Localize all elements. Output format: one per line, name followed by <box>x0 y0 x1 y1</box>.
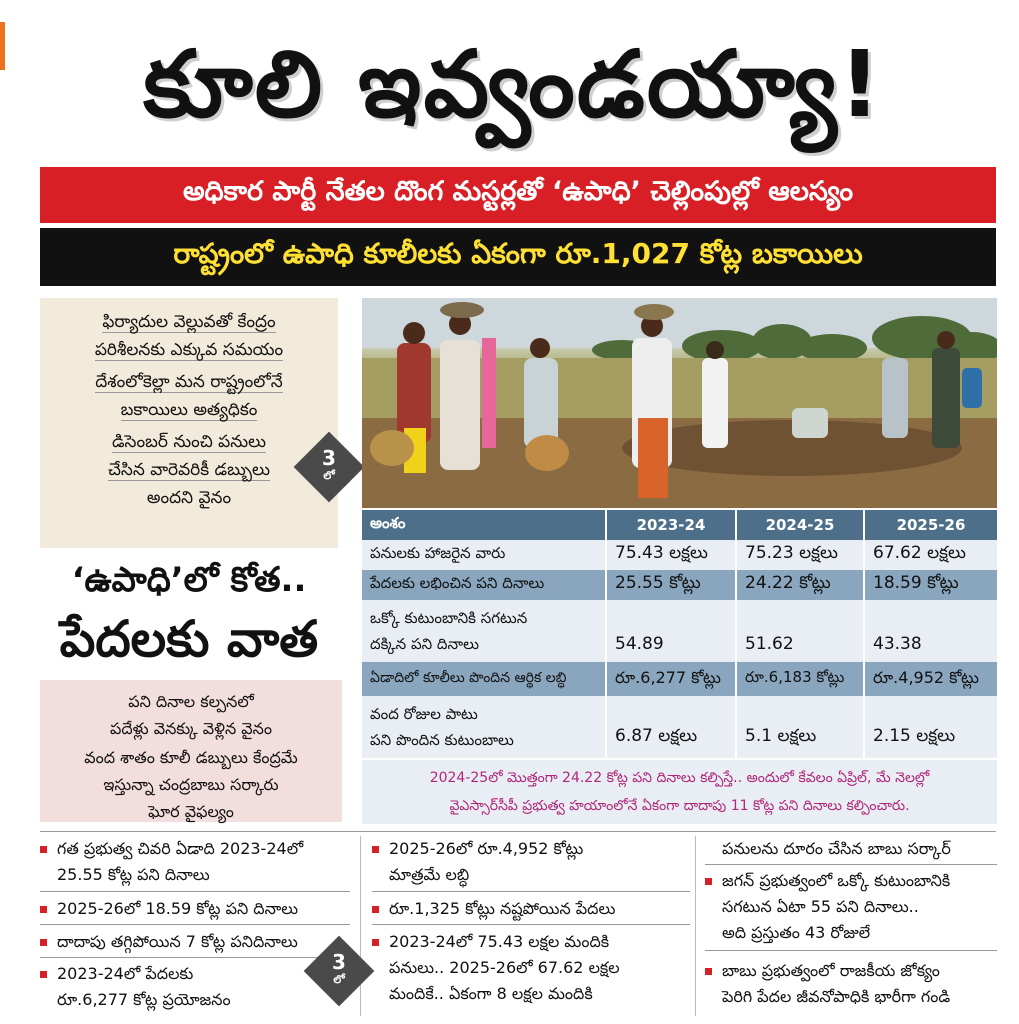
bullet-icon <box>372 939 379 946</box>
bullet-line: 2023-24లో పేదలకు <box>57 964 194 983</box>
bullet-item <box>705 958 1005 1010</box>
table-cell: 24.22 కోట్లు <box>737 570 865 600</box>
page-badge-sub: లో <box>333 973 345 986</box>
table-cell-label-line: ఒక్కో కుటుంబానికి సగటున <box>370 609 528 627</box>
bottom-divider <box>40 831 996 832</box>
table-note-line: 2024-25లో మొత్తంగా 24.22 కోట్ల పని దినాలు కల్పిస్తే.. అందులో కేవలం ఏప్రిల్, మే నెలల్లో <box>429 770 930 786</box>
page-badge-number: 3 <box>332 950 346 974</box>
bullet-item <box>40 836 350 888</box>
workers-photo-illustration <box>362 298 997 508</box>
table-cell: 2.15 లక్షలు <box>873 726 956 746</box>
highlight-2 <box>48 368 330 424</box>
pink-point-2-line3: ఘోర వైఫల్యం <box>148 802 234 821</box>
table-cell: రూ.6,277 కోట్లు <box>607 662 737 696</box>
table-cell-label-line: పని పొందిన కుటుంబాలు <box>370 731 514 749</box>
bullet-item <box>40 929 350 955</box>
bullet-icon <box>40 846 47 853</box>
table-row <box>362 696 997 758</box>
pink-highlights-box <box>40 680 342 822</box>
bullet-line: సగటున ఏటా 55 పని దినాలు.. <box>722 897 919 916</box>
bullet-item <box>40 961 320 1013</box>
bullet-item <box>372 896 692 922</box>
table-cell-label <box>362 600 607 662</box>
table-note-line: వైఎస్సార్‌సీపీ ప్రభుత్వ హయాంలోనే ఏకంగా దాదాపు 11 కోట్ల పని దినాలు కల్పించారు. <box>449 798 910 814</box>
table-cell: 75.43 లక్షలు <box>607 540 737 570</box>
bullet-divider <box>40 891 350 892</box>
pink-point-1-line2: పదేళ్లు వెనక్కు వెళ్లిన వైనం <box>110 719 272 738</box>
bullet-item <box>372 836 692 888</box>
table-header-cell: 2025-26 <box>896 516 966 534</box>
bullet-divider <box>40 957 350 958</box>
red-subheadline: అధికార పార్టీ నేతల దొంగ మస్టర్లతో ‘ఉపాధి’ చెల్లింపుల్లో ఆలస్యం <box>40 167 996 223</box>
table-cell: 67.62 లక్షలు <box>873 543 966 563</box>
bullet-line: రూ.6,277 కోట్ల ప్రయోజనం <box>57 990 231 1009</box>
bullet-text <box>389 836 583 888</box>
bullet-divider <box>372 891 690 892</box>
bullet-text <box>389 929 620 1007</box>
table-cell-label <box>362 696 607 758</box>
bullet-icon <box>40 971 47 978</box>
bullet-text <box>57 836 303 888</box>
subhead-line1: ‘ఉపాధి’లో కోత.. <box>71 560 307 600</box>
accent-bar <box>0 22 5 70</box>
bullet-line: అది ప్రస్తుతం 43 రోజులే <box>722 923 871 942</box>
bullet-line: 2025-26లో రూ.4,952 కోట్లు <box>389 839 584 858</box>
bullet-text <box>722 868 950 946</box>
highlight-1-line2: పరిశీలనకు ఎక్కువ సమయం <box>94 340 284 360</box>
column-divider <box>695 836 696 1016</box>
bullet-line: బాబు ప్రభుత్వంలో రాజకీయ జోక్యం <box>722 961 940 980</box>
bullet-text: దాదాపు తగ్గిపోయిన 7 కోట్ల పనిదినాలు <box>57 932 298 951</box>
table-cell: 5.1 లక్షలు <box>737 696 865 758</box>
bullet-line: జగన్ ప్రభుత్వంలో ఒక్కో కుటుంబానికి <box>722 871 951 890</box>
bullet-line: గత ప్రభుత్వ చివరి ఏడాది 2023-24లో <box>57 839 304 858</box>
pink-point-1 <box>48 688 334 742</box>
column-continuation: పనులను దూరం చేసిన బాబు సర్కార్ <box>722 839 951 858</box>
bullet-line: పెరిగి పేదల జీవనోపాధికి భారీగా గండి <box>722 987 951 1006</box>
bullet-icon <box>705 878 712 885</box>
table-row <box>362 600 997 662</box>
table-cell-label-line: వంద రోజుల పాటు <box>370 705 478 723</box>
table-cell-label: ఏడాదిలో కూలీలు పొందిన ఆర్థిక లబ్ధి <box>362 662 607 696</box>
bullet-divider <box>372 924 690 925</box>
table-row <box>362 540 997 570</box>
table-cell: రూ.4,952 కోట్లు <box>873 667 979 687</box>
bullet-icon <box>40 939 47 946</box>
table-cell: 54.89 <box>607 600 737 662</box>
table-note <box>362 760 997 824</box>
bullet-divider <box>705 864 997 865</box>
pink-point-2-line1: వంద శాతం కూలీ డబ్బులు కేంద్రమే <box>84 748 298 767</box>
black-subheadline: రాష్ట్రంలో ఉపాధి కూలీలకు ఏకంగా రూ.1,027 కోట్ల బకాయిలు <box>40 228 996 286</box>
highlights-box <box>40 298 338 548</box>
highlight-3 <box>48 428 330 512</box>
table-cell-label: పేదలకు లభించిన పని దినాలు <box>362 570 607 600</box>
table-cell: 51.62 <box>737 600 865 662</box>
highlight-1-line1: ఫిర్యాదుల వెల్లువతో కేంద్రం <box>102 312 276 332</box>
table-cell: 25.55 కోట్లు <box>607 570 737 600</box>
bullet-text: 2025-26లో 18.59 కోట్ల పని దినాలు <box>57 899 299 918</box>
bullet-text: రూ.1,325 కోట్లు నష్టపోయిన పేదలు <box>389 899 616 918</box>
pink-point-2 <box>48 744 334 825</box>
bullet-line: 2023-24లో 75.43 లక్షల మందికి <box>389 932 610 951</box>
page-badge-number: 3 <box>322 446 336 470</box>
table-cell: 75.23 లక్షలు <box>737 540 865 570</box>
highlight-3-line2: చేసిన వారెవరికీ డబ్బులు <box>108 460 270 480</box>
table-header-cell: అంశం <box>362 510 607 540</box>
highlight-2-line2: బకాయిలు అత్యధికం <box>120 400 258 420</box>
subhead-line2: పేదలకు వాత <box>59 610 319 668</box>
highlight-1 <box>48 308 330 364</box>
page-badge <box>304 442 354 492</box>
table-cell: 6.87 లక్షలు <box>607 696 737 758</box>
bullet-item <box>372 929 692 1007</box>
bullet-line: 25.55 కోట్ల పని దినాలు <box>57 865 210 884</box>
table-header-cell: 2024-25 <box>737 510 865 540</box>
bullet-icon <box>40 906 47 913</box>
table-cell: రూ.6,183 కోట్లు <box>737 662 865 696</box>
bullet-line: పనులు.. 2025-26లో 67.62 లక్షల <box>389 958 620 977</box>
bullet-icon <box>372 846 379 853</box>
table-cell: 18.59 కోట్లు <box>873 573 959 593</box>
highlight-3-line1: డిసెంబర్ నుంచి పనులు <box>111 432 267 452</box>
table-row <box>362 662 997 696</box>
table-cell-label: పనులకు హాజరైన వారు <box>362 540 607 570</box>
table-header-cell: 2023-24 <box>607 510 737 540</box>
table-header-row <box>362 510 997 540</box>
bullet-item <box>40 896 350 922</box>
bullet-line: మాత్రమే లబ్ధి <box>389 865 470 884</box>
table-row <box>362 570 997 600</box>
table-cell: 43.38 <box>873 634 922 654</box>
headline: కూలి ఇవ్వండయ్యా! <box>143 31 883 138</box>
highlight-2-line1: దేశంలోకెల్లా మన రాష్ట్రంలోనే <box>95 372 283 392</box>
workers-photo <box>362 298 997 508</box>
bullet-text <box>57 961 231 1013</box>
pink-point-2-line2: ఇస్తున్నా చంద్రబాబు సర్కారు <box>103 775 279 794</box>
bullet-divider <box>705 950 997 951</box>
page-badge-sub: లో <box>323 469 335 482</box>
bullet-icon <box>705 968 712 975</box>
bullet-item <box>705 868 1005 946</box>
bullet-text <box>722 958 950 1010</box>
highlight-3-line3: అందని వైనం <box>146 488 232 508</box>
pink-point-1-line1: పని దినాల కల్పనలో <box>128 692 254 711</box>
page-badge <box>314 946 364 996</box>
table-cell-label-line: దక్కిన పని దినాలు <box>370 635 479 653</box>
bullet-divider <box>40 924 350 925</box>
bullet-icon <box>372 906 379 913</box>
bullet-line: మందికే.. ఏకంగా 8 లక్షల మందికి <box>389 984 593 1003</box>
